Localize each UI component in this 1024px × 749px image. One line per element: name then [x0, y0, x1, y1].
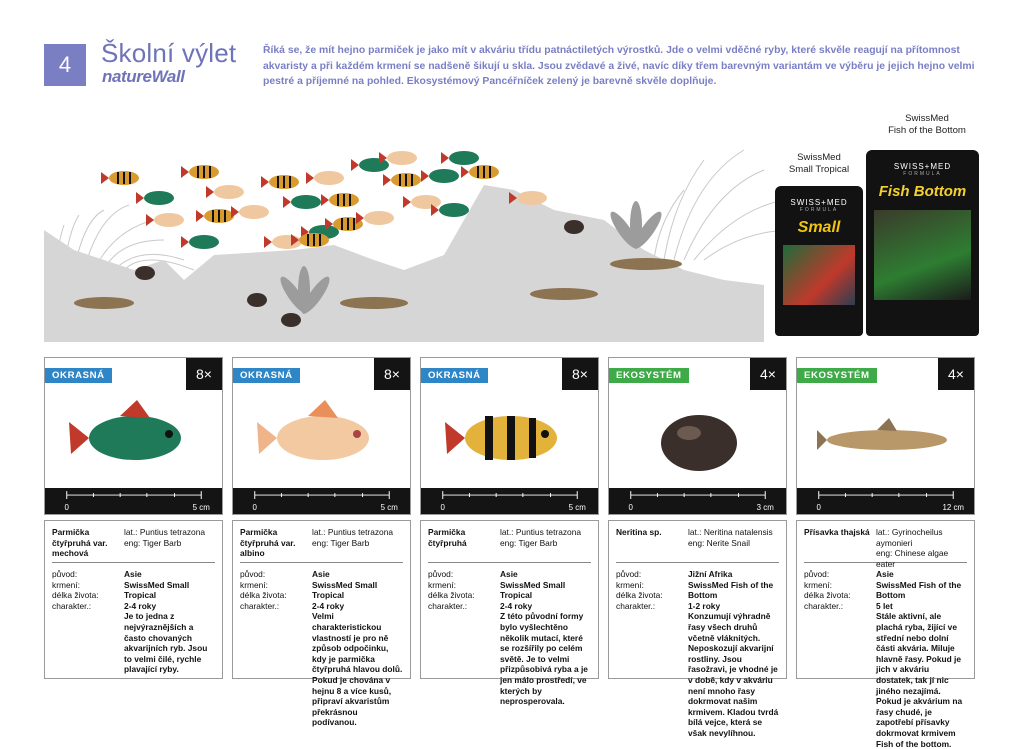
quantity-badge: 4×: [750, 358, 786, 390]
species-card-4: [608, 357, 787, 515]
common-name: Parmička čtyřpruhá var. albino: [240, 527, 296, 559]
scale-end: 5 cm: [568, 502, 586, 512]
lifespan-value: 5 let: [876, 600, 893, 611]
scene-fish: [403, 195, 441, 209]
info-values: [688, 569, 779, 739]
scale-end: 5 cm: [380, 502, 398, 512]
scale-start: 0: [628, 502, 633, 512]
character-value: Stále aktivní, ale plachá ryba, žijící ve střední nebo dolní části akvária. Miluje hlavně řasy. Pokud je jich v akváriu dostatek, tak jí nic jiného nezajímá. Pokud je akvárium na řasy chudé, je zapotřebí přísavky dokrmovat krmivem Fish of the bottom.: [876, 611, 963, 749]
info-values: [500, 569, 591, 707]
species-card-2: [232, 357, 411, 515]
species-photo: [441, 388, 581, 488]
info-rows: [616, 569, 779, 739]
scale-end: 3 cm: [756, 502, 774, 512]
species-card-5: [796, 357, 975, 515]
info-labels: původ: krmení: délka života: charakter.:: [240, 569, 287, 611]
quantity-badge: 8×: [562, 358, 598, 390]
food-value: SwissMed Small Tropical: [500, 579, 566, 601]
scene-fish: [421, 169, 459, 183]
intro-paragraph: Říká se, že mít hejno parmiček je jako mít v akváriu třídu patnáctiletých výrostků. Jde o velmi vděčné ryby, které skvěle reagují na přítomnost akvaristy a při každém krmení se nadšeně šikují u skla. Jsou zvědavé a živé, navíc díky třem barevným variantám ve výběru je jejich hejno velmi pestré a příjemné na pohled. Ekosystémový Pancéřníček zelený je barevně skvěle doplňuje.: [263, 45, 975, 88]
food-value: SwissMed Fish of the Bottom: [688, 579, 774, 601]
info-header: [804, 527, 967, 569]
latin-name: Neritina natalensis: [703, 527, 773, 537]
common-name: Parmička čtyřpruhá: [428, 527, 467, 548]
scene-fish: [461, 165, 499, 179]
scientific-names: lat.: Gyrinocheilus aymonieri eng: Chinese algae eater: [876, 527, 949, 569]
character-value: Konzumují výhradně řasy všech druhů včetně vláknitých. Neposkozují akvarijní rostliny. Jsou řasožravi, je vhodné je v době, kdy v akváriu není mnoho řasy dokrmovat našim krmivem. Kladou tvrdá bílá vejce, která se však nevylíhnou.: [688, 611, 779, 738]
size-scale-bar: [45, 488, 222, 514]
species-photo: [817, 388, 957, 488]
english-name: Tiger Barb: [142, 537, 182, 548]
scale-start: 0: [252, 502, 257, 512]
quantity-badge: 8×: [374, 358, 410, 390]
scale-end: 12 cm: [942, 502, 965, 512]
section-number-badge: 4: [44, 44, 86, 86]
product-label-fish-bottom: SwissMed Fish of the Bottom: [888, 113, 966, 136]
info-values: [124, 569, 215, 675]
species-info-2: [232, 520, 411, 728]
page-title: Školní výlet: [101, 38, 237, 68]
info-labels: původ: krmení: délka života: charakter.:: [616, 569, 663, 611]
lifespan-value: 2-4 roky: [124, 600, 157, 611]
quantity-badge: 8×: [186, 358, 222, 390]
info-values: [876, 569, 967, 749]
common-name: Neritina sp.: [616, 527, 662, 537]
character-value: Z této původní formy bylo vyšlechtěno několik mutací, které se rozšířily po celém světě. Je to velmi přizpůsobivá ryba a je jen málo prostředí, ve kterých by neprosperovala.: [500, 611, 588, 707]
food-value: SwissMed Fish of the Bottom: [876, 579, 962, 601]
scene-fish: [181, 235, 219, 249]
scene-fish: [146, 213, 184, 227]
lifespan-value: 2-4 roky: [500, 600, 533, 611]
scene-fish: [321, 193, 359, 207]
scene-fish: [283, 195, 321, 209]
size-scale-bar: [421, 488, 598, 514]
species-info-5: [796, 520, 975, 749]
scene-fish: [206, 185, 244, 199]
info-header: [428, 527, 591, 563]
info-values: [312, 569, 403, 728]
lifespan-value: 1-2 roky: [688, 600, 721, 611]
product-label-small-tropical: SwissMed Small Tropical: [788, 152, 850, 175]
quantity-badge: 4×: [938, 358, 974, 390]
lifespan-value: 2-4 roky: [312, 600, 345, 611]
common-name: Přísavka thajská: [804, 527, 870, 537]
info-header: [240, 527, 403, 563]
scene-fish: [261, 175, 299, 189]
scale-start: 0: [440, 502, 445, 512]
species-photo: [65, 388, 205, 488]
scientific-names: lat.: Puntius tetrazona eng: Tiger Barb: [312, 527, 394, 548]
origin-value: Asie: [312, 569, 330, 579]
food-value: SwissMed Small Tropical: [124, 579, 190, 601]
origin-value: Asie: [876, 569, 894, 579]
info-rows: [428, 569, 591, 707]
pack-artwork: [874, 210, 971, 300]
scene-fish: [101, 171, 139, 185]
category-badge: OKRASNÁ: [233, 368, 300, 383]
scale-start: 0: [816, 502, 821, 512]
species-photo: [253, 388, 393, 488]
english-name: Nerite Snail: [706, 537, 750, 548]
scale-start: 0: [64, 502, 69, 512]
scale-ruler: [797, 488, 974, 514]
character-value: Je to jedna z nejvýraznějších a často chovaných akvarijních ryb. Jsou to velmi čilé, rychle plavající ryby.: [124, 611, 208, 675]
pack-artwork: [783, 245, 855, 305]
category-badge: OKRASNÁ: [45, 368, 112, 383]
character-value: Velmi charakteristickou vlastností je pro ně způsob odpočinku, kdy je parmička čtyřpruhá hlavou dolů. Pokud je chována v hejnu 8 a více kusů, připraví akvaristům překrásnou podívanou.: [312, 611, 403, 728]
info-labels: původ: krmení: délka života: charakter.:: [804, 569, 851, 611]
scale-ruler: [609, 488, 786, 514]
category-badge: OKRASNÁ: [421, 368, 488, 383]
origin-value: Asie: [500, 569, 518, 579]
latin-name: Gyrinocheilus aymonieri: [876, 527, 943, 548]
scene-fish: [306, 171, 344, 185]
species-info-3: [420, 520, 599, 707]
info-header: [52, 527, 215, 563]
category-badge: EKOSYSTÉM: [797, 368, 877, 383]
info-labels: původ: krmení: délka života: charakter.:: [52, 569, 99, 611]
food-value: SwissMed Small Tropical: [312, 579, 378, 601]
info-header: [616, 527, 779, 563]
info-rows: [240, 569, 403, 728]
latin-name: Puntius tetrazona: [327, 527, 394, 537]
scene-fish: [181, 165, 219, 179]
common-name: Parmička čtyřpruhá var. mechová: [52, 527, 108, 559]
info-rows: [52, 569, 215, 675]
info-labels: původ: krmení: délka života: charakter.:: [428, 569, 475, 611]
scientific-names: lat.: Neritina natalensis eng: Nerite Snail: [688, 527, 773, 548]
size-scale-bar: [609, 488, 786, 514]
scene-fish: [441, 151, 479, 165]
brand-logo: natureWall: [102, 67, 185, 86]
latin-name: Puntius tetrazona: [139, 527, 206, 537]
scientific-names: lat.: Puntius tetrazona eng: Tiger Barb: [500, 527, 582, 548]
scientific-names: lat.: Puntius tetrazona eng: Tiger Barb: [124, 527, 206, 548]
scale-ruler: [233, 488, 410, 514]
scale-end: 5 cm: [192, 502, 210, 512]
english-name: Tiger Barb: [330, 537, 370, 548]
product-pack-small-tropical: SWISS+MED FORMULA Small: [775, 186, 863, 336]
scale-ruler: [421, 488, 598, 514]
scale-ruler: [45, 488, 222, 514]
category-badge: EKOSYSTÉM: [609, 368, 689, 383]
scene-fish: [383, 173, 421, 187]
species-photo: [629, 388, 769, 488]
product-pack-fish-bottom: SWISS+MED FORMULA Fish Bottom: [866, 150, 979, 336]
scene-fish: [136, 191, 174, 205]
latin-name: Puntius tetrazona: [515, 527, 582, 537]
info-rows: [804, 569, 967, 749]
scene-fish: [231, 205, 269, 219]
species-info-4: [608, 520, 787, 738]
origin-value: Jižní Afrika: [688, 569, 733, 579]
species-card-3: [420, 357, 599, 515]
english-name: Chinese algae eater: [876, 548, 949, 569]
species-info-1: [44, 520, 223, 679]
species-card-1: [44, 357, 223, 515]
size-scale-bar: [233, 488, 410, 514]
scene-fish: [196, 209, 234, 223]
english-name: Tiger Barb: [518, 537, 558, 548]
origin-value: Asie: [124, 569, 142, 579]
size-scale-bar: [797, 488, 974, 514]
